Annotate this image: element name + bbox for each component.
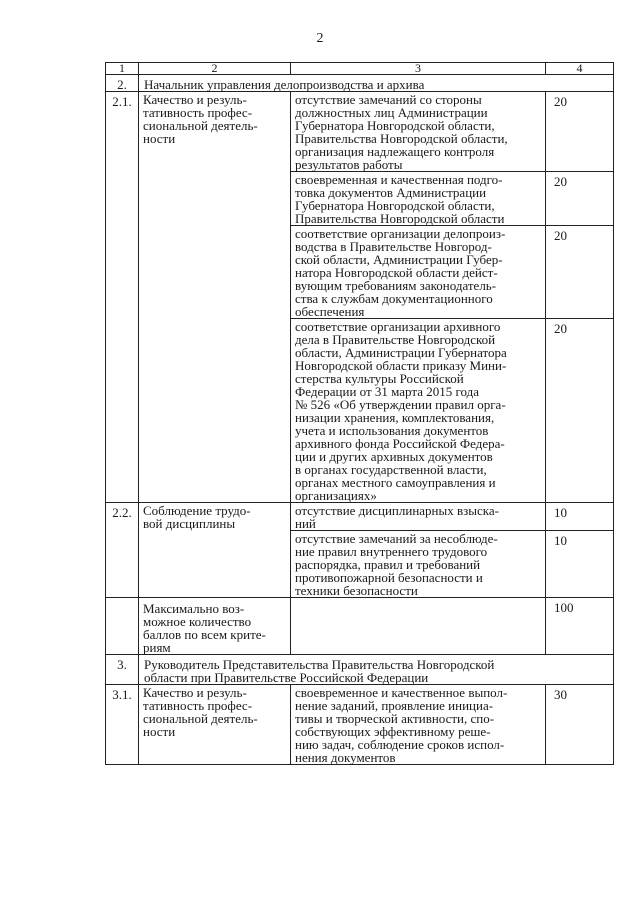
indicator-line: результатов работы xyxy=(295,157,403,172)
criterion-name-line: тативность профес- xyxy=(143,105,253,120)
indicator-line: обеспечения xyxy=(295,304,365,319)
indicator-line: тивы и творческой активности, спо- xyxy=(295,711,495,726)
criterion-name-line: вой дисциплины xyxy=(143,516,236,531)
indicator-text xyxy=(291,531,546,598)
indicator-line: распорядка, правил и требований xyxy=(295,557,481,572)
indicator-line: противопожарной безопасности и xyxy=(295,570,483,585)
criterion-name-line: Качество и резуль- xyxy=(143,92,247,107)
indicator-line: дела в Правительстве Новгородской xyxy=(295,332,496,347)
criterion-number: 2.2. xyxy=(106,503,139,598)
indicator-score: 30 xyxy=(546,685,614,765)
indicator-line: ние правил внутреннего трудового xyxy=(295,544,488,559)
indicator-line: организациях» xyxy=(295,488,377,503)
total-label-line: риям xyxy=(143,640,171,655)
criterion-number: 3.1. xyxy=(106,685,139,765)
indicator-line: отсутствие замечаний за несоблюде- xyxy=(295,531,498,546)
section-row xyxy=(106,75,614,92)
indicator-line: собствующих эффективному реше- xyxy=(295,724,491,739)
indicator-line: архивного фонда Российской Федера- xyxy=(295,436,505,451)
indicator-score: 20 xyxy=(546,226,614,319)
total-score: 100 xyxy=(546,598,614,655)
indicator-text xyxy=(291,226,546,319)
indicator-line: № 526 «Об утверждении правил орга- xyxy=(295,397,506,412)
section-title-line: Начальник управления делопроизводства и архива xyxy=(144,77,425,92)
criterion-name-line: тативность профес- xyxy=(143,698,253,713)
criteria-table xyxy=(105,62,614,765)
criterion-name-line: сиональной деятель- xyxy=(143,711,258,726)
indicator-line: Новгородской области приказу Мини- xyxy=(295,358,507,373)
criterion-name-line: ности xyxy=(143,724,176,739)
column-number-4: 4 xyxy=(546,63,614,75)
indicator-line: учета и использования документов xyxy=(295,423,489,438)
indicator-line: органах местного самоуправления и xyxy=(295,475,496,490)
criteria-table-body xyxy=(106,63,614,765)
criterion-name-line: Соблюдение трудо- xyxy=(143,503,251,518)
column-number-3: 3 xyxy=(291,63,546,75)
criterion-number: 2.1. xyxy=(106,92,139,503)
indicator-line: нию задач, соблюдение сроков испол- xyxy=(295,737,505,752)
indicator-line: низации хранения, комплектования, xyxy=(295,410,495,425)
indicator-text xyxy=(291,92,546,172)
page-number: 2 xyxy=(316,31,324,46)
indicator-line: водства в Правительстве Новгород- xyxy=(295,239,492,254)
indicator-line: техники безопасности xyxy=(295,583,418,598)
indicator-score: 10 xyxy=(546,531,614,598)
indicator-line: отсутствие дисциплинарных взыска- xyxy=(295,503,499,518)
criterion-name xyxy=(139,685,291,765)
criterion-row xyxy=(106,685,614,765)
section-title xyxy=(139,655,614,685)
indicator-text xyxy=(291,319,546,503)
total-label-line: можное количество xyxy=(143,614,252,629)
total-row xyxy=(106,598,614,655)
indicator-line: натора Новгородской области дейст- xyxy=(295,265,498,280)
indicator-text xyxy=(291,172,546,226)
column-number-row xyxy=(106,63,614,75)
indicator-line: ний xyxy=(295,516,316,531)
total-label-line: Максимально воз- xyxy=(143,601,245,616)
indicator-line: организация надлежащего контроля xyxy=(295,144,495,159)
total-indicator xyxy=(291,598,546,655)
criterion-name-line: сиональной деятель- xyxy=(143,118,258,133)
section-number: 2. xyxy=(106,75,139,92)
column-number-1: 1 xyxy=(106,63,139,75)
indicator-text xyxy=(291,503,546,531)
section-title xyxy=(139,75,614,92)
indicator-score: 20 xyxy=(546,172,614,226)
criterion-name xyxy=(139,92,291,503)
indicator-line: ства к службам документационного xyxy=(295,291,493,306)
indicator-line: должностных лиц Администрации xyxy=(295,105,488,120)
section-number: 3. xyxy=(106,655,139,685)
section-title-line: Руководитель Представительства Правительства Новгородской xyxy=(144,657,495,672)
indicator-line: своевременная и качественная подго- xyxy=(295,172,503,187)
indicator-line: соответствие организации делопроиз- xyxy=(295,226,506,241)
indicator-line: области, Администрации Губернатора xyxy=(295,345,507,360)
indicator-line: соответствие организации архивного xyxy=(295,319,501,334)
indicator-text xyxy=(291,685,546,765)
indicator-line: Правительства Новгородской области, xyxy=(295,131,508,146)
indicator-score: 20 xyxy=(546,319,614,503)
criterion-name-line: Качество и резуль- xyxy=(143,685,247,700)
indicator-line: товка документов Администрации xyxy=(295,185,487,200)
indicator-line: нение заданий, проявление инициа- xyxy=(295,698,494,713)
indicator-line: Правительства Новгородской области xyxy=(295,211,505,226)
indicator-line: Губернатора Новгородской области, xyxy=(295,198,495,213)
indicator-line: Губернатора Новгородской области, xyxy=(295,118,495,133)
total-label-line: баллов по всем крите- xyxy=(143,627,266,642)
section-title-line: области при Правительстве Российской Федерации xyxy=(144,670,429,685)
column-number-2: 2 xyxy=(139,63,291,75)
criterion-name-line: ности xyxy=(143,131,176,146)
criterion-row xyxy=(106,92,614,172)
indicator-score: 20 xyxy=(546,92,614,172)
indicator-line: ции и других архивных документов xyxy=(295,449,493,464)
total-label xyxy=(139,598,291,655)
total-number xyxy=(106,598,139,655)
indicator-line: в органах государственной власти, xyxy=(295,462,487,477)
indicator-line: вующим требованиям законодатель- xyxy=(295,278,497,293)
indicator-line: нения документов xyxy=(295,750,396,765)
indicator-line: ской области, Администрации Губер- xyxy=(295,252,503,267)
indicator-line: своевременное и качественное выпол- xyxy=(295,685,508,700)
criterion-name xyxy=(139,503,291,598)
section-row xyxy=(106,655,614,685)
indicator-line: стерства культуры Российской xyxy=(295,371,464,386)
indicator-line: Федерации от 31 марта 2015 года xyxy=(295,384,480,399)
indicator-score: 10 xyxy=(546,503,614,531)
criterion-row xyxy=(106,503,614,531)
indicator-line: отсутствие замечаний со стороны xyxy=(295,92,482,107)
